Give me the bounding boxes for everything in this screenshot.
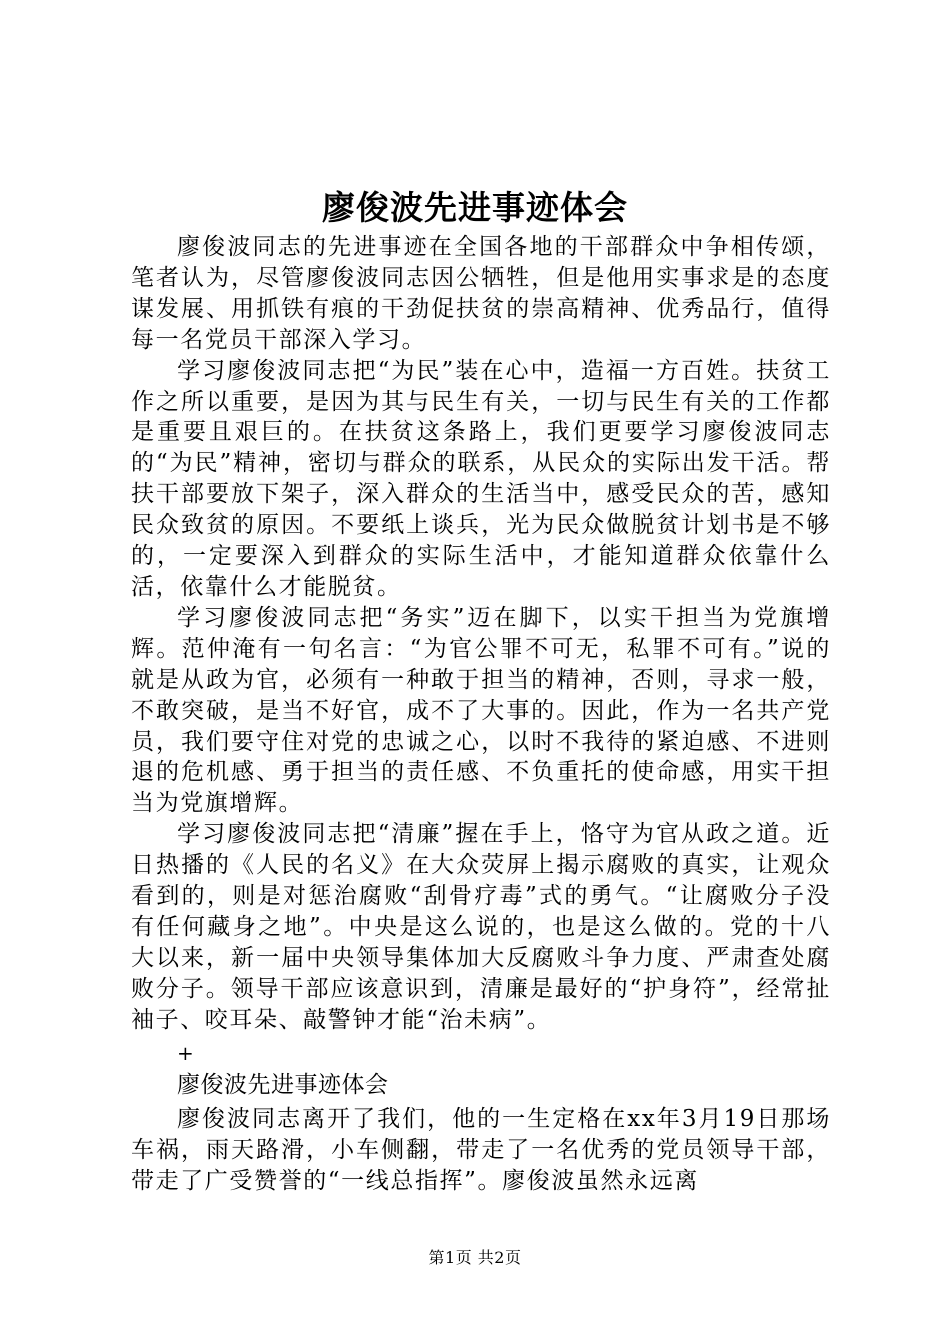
second-article-title: 廖俊波先进事迹体会 [177,1071,389,1098]
page-number: 第1页 共2页 [428,1248,522,1267]
document-title: 廖俊波先进事迹体会 [322,188,628,227]
paragraph-integrity: 学习廖俊波同志把“清廉”握在手上，恪守为官从政之道。近日热播的《人民的名义》在大众荧屏上揭示腐败的真实，让观众看到的，则是对惩治腐败“刮骨疗毒”式的勇气。“让腐败分子没有任何藏身之地”。中央是这么说的，也是这么做的。党的十八大以来，新一届中央领导集体加大反腐败斗争力度、严肃查处腐败分子。领导干部应该意识到，清廉是最好的“护身符”，经常扯袖子、咬耳朵、敲警钟才能“治未病”。 [131,821,831,1033]
document-body [131,232,831,1197]
paragraph-pragmatism: 学习廖俊波同志把“务实”迈在脚下，以实干担当为党旗增辉。范仲淹有一句名言：“为官公罪不可无，私罪不可有。”说的就是从政为官，必须有一种敢于担当的精神，否则，寻求一般，不敢突破，是当不好官，成不了大事的。因此，作为一名共产党员，我们要守住对党的忠诚之心，以时不我待的紧迫感、不进则退的危机感、勇于担当的责任感、不负重托的使命感，用实干担当为党旗增辉。 [131,604,831,817]
paragraph-for-people: 学习廖俊波同志把“为民”装在心中，造福一方百姓。扶贫工作之所以重要，是因为其与民生有关，一切与民生有关的工作都是重要且艰巨的。在扶贫这条路上，我们更要学习廖俊波同志的“为民”精神，密切与群众的联系，从民众的实际出发干活。帮扶干部要放下架子，深入群众的生活当中，感受民众的苦，感知民众致贫的原因。不要纸上谈兵，光为民众做脱贫计划书是不够的，一定要深入到群众的实际生活中，才能知道群众依靠什么活，依靠什么才能脱贫。 [131,357,831,600]
paragraph-second-article: 廖俊波同志离开了我们，他的一生定格在xx年3月19日那场车祸，雨天路滑，小车侧翻，带走了一名优秀的党员领导干部，带走了广受赞誉的“一线总指挥”。廖俊波虽然永远离 [131,1106,831,1195]
section-marker: + [177,1040,196,1065]
paragraph-intro: 廖俊波同志的先进事迹在全国各地的干部群众中争相传颂，笔者认为，尽管廖俊波同志因公牺牲，但是他用实事求是的态度谋发展、用抓铁有痕的干劲促扶贫的崇高精神、优秀品行，值得每一名党员干部深入学习。 [131,234,831,353]
